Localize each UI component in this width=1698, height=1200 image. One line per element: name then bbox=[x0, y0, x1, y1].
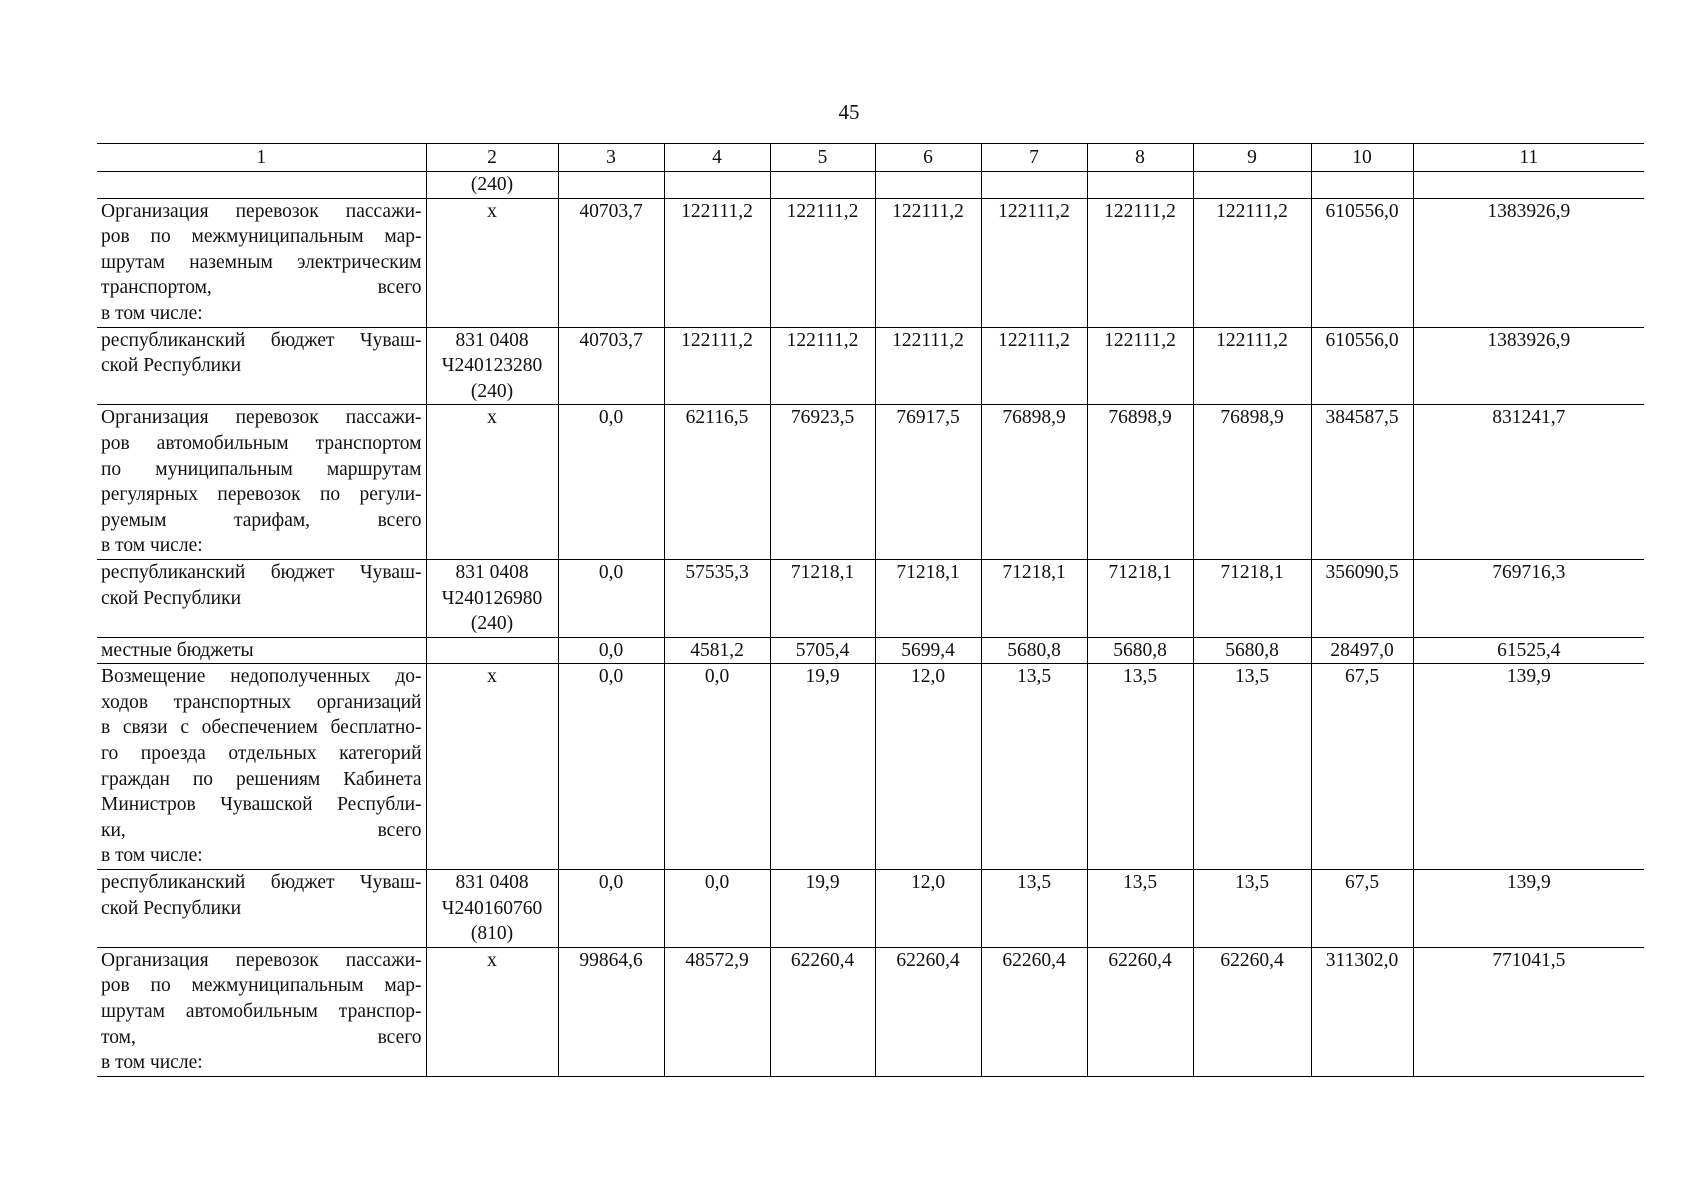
value-cell-col-11: 769716,3 bbox=[1413, 559, 1644, 637]
column-header-2: 2 bbox=[426, 144, 558, 172]
budget-code-cell bbox=[426, 198, 558, 327]
row-name-line: ки, всего bbox=[101, 819, 422, 841]
value-cell-col-6: 5699,4 bbox=[875, 637, 981, 664]
value-cell-col-6: 12,0 bbox=[875, 664, 981, 870]
table-row bbox=[97, 172, 1644, 199]
value-cell-col-8: 71218,1 bbox=[1087, 559, 1193, 637]
row-name-line: ской Республики bbox=[101, 355, 242, 377]
column-header-8: 8 bbox=[1087, 144, 1193, 172]
row-name-line: в том числе: bbox=[101, 1052, 203, 1074]
value-cell-col-8: 13,5 bbox=[1087, 664, 1193, 870]
row-name-line: Организация перевозок пассажи- bbox=[101, 200, 422, 222]
budget-code-cell bbox=[426, 405, 558, 560]
value-cell-col-5: 122111,2 bbox=[770, 198, 875, 327]
value-cell-col-8: 122111,2 bbox=[1087, 198, 1193, 327]
value-cell-col-4: 62116,5 bbox=[664, 405, 770, 560]
column-header-3: 3 bbox=[558, 144, 664, 172]
value-cell-col-4: 57535,3 bbox=[664, 559, 770, 637]
value-cell-col-5: 62260,4 bbox=[770, 947, 875, 1076]
budget-code-cell bbox=[426, 637, 558, 664]
value-cell-col-11: 61525,4 bbox=[1413, 637, 1644, 664]
row-name-cell bbox=[97, 664, 426, 870]
row-name-line: шрутам наземным электрическим bbox=[101, 251, 422, 273]
budget-code-line: 831 0408 bbox=[455, 561, 529, 583]
value-cell-col-8 bbox=[1087, 172, 1193, 199]
value-cell-col-4 bbox=[664, 172, 770, 199]
row-name-line: в том числе: bbox=[101, 535, 203, 557]
column-header-4: 4 bbox=[664, 144, 770, 172]
value-cell-col-10: 610556,0 bbox=[1311, 198, 1413, 327]
budget-code-cell bbox=[426, 559, 558, 637]
row-name-cell bbox=[97, 947, 426, 1076]
value-cell-col-10: 356090,5 bbox=[1311, 559, 1413, 637]
row-name-line: го проезда отдельных категорий bbox=[101, 743, 422, 765]
value-cell-col-6: 76917,5 bbox=[875, 405, 981, 560]
value-cell-col-7: 5680,8 bbox=[981, 637, 1087, 664]
value-cell-col-8: 13,5 bbox=[1087, 870, 1193, 948]
value-cell-col-10 bbox=[1311, 172, 1413, 199]
table-row bbox=[97, 870, 1644, 948]
row-name-line: Возмещение недополученных до- bbox=[101, 666, 422, 688]
row-name-line: граждан по решениям Кабинета bbox=[101, 768, 422, 790]
page-number: 45 bbox=[838, 100, 860, 124]
value-cell-col-9: 122111,2 bbox=[1193, 198, 1311, 327]
budget-code-line: х bbox=[487, 666, 497, 688]
table-row bbox=[97, 198, 1644, 327]
row-name-cell bbox=[97, 870, 426, 948]
row-name-line: Организация перевозок пассажи- bbox=[101, 407, 422, 429]
value-cell-col-10: 67,5 bbox=[1311, 870, 1413, 948]
value-cell-col-10: 67,5 bbox=[1311, 664, 1413, 870]
budget-code-line: х bbox=[487, 949, 497, 971]
value-cell-col-8: 5680,8 bbox=[1087, 637, 1193, 664]
value-cell-col-10: 384587,5 bbox=[1311, 405, 1413, 560]
budget-table bbox=[97, 143, 1644, 1077]
value-cell-col-4: 122111,2 bbox=[664, 198, 770, 327]
budget-code-cell bbox=[426, 172, 558, 199]
row-name-cell bbox=[97, 172, 426, 199]
column-header-5: 5 bbox=[770, 144, 875, 172]
budget-code-line: Ч240123280 bbox=[441, 355, 543, 377]
row-name-line: местные бюджеты bbox=[101, 639, 254, 661]
value-cell-col-4: 0,0 bbox=[664, 870, 770, 948]
column-header-7: 7 bbox=[981, 144, 1087, 172]
value-cell-col-8: 76898,9 bbox=[1087, 405, 1193, 560]
value-cell-col-9: 76898,9 bbox=[1193, 405, 1311, 560]
row-name-line: ров по межмуниципальным мар- bbox=[101, 226, 422, 248]
row-name-line: в том числе: bbox=[101, 845, 203, 867]
value-cell-col-7: 71218,1 bbox=[981, 559, 1087, 637]
value-cell-col-3: 0,0 bbox=[558, 664, 664, 870]
value-cell-col-9 bbox=[1193, 172, 1311, 199]
value-cell-col-9: 13,5 bbox=[1193, 870, 1311, 948]
value-cell-col-3 bbox=[558, 172, 664, 199]
value-cell-col-3: 40703,7 bbox=[558, 198, 664, 327]
column-header-9: 9 bbox=[1193, 144, 1311, 172]
row-name-line: республиканский бюджет Чуваш- bbox=[101, 561, 422, 583]
row-name-cell bbox=[97, 559, 426, 637]
value-cell-col-9: 13,5 bbox=[1193, 664, 1311, 870]
value-cell-col-3: 0,0 bbox=[558, 559, 664, 637]
budget-code-line: (810) bbox=[470, 923, 514, 945]
value-cell-col-10: 311302,0 bbox=[1311, 947, 1413, 1076]
value-cell-col-10: 28497,0 bbox=[1311, 637, 1413, 664]
table-row bbox=[97, 405, 1644, 560]
row-name-line: регулярных перевозок по регули- bbox=[101, 484, 422, 506]
row-name-line: транспортом, всего bbox=[101, 277, 422, 299]
budget-code-cell bbox=[426, 664, 558, 870]
value-cell-col-5: 122111,2 bbox=[770, 327, 875, 405]
value-cell-col-6: 12,0 bbox=[875, 870, 981, 948]
budget-code-line: (240) bbox=[470, 613, 514, 635]
row-name-line: том, всего bbox=[101, 1026, 422, 1048]
budget-code-line: 831 0408 bbox=[455, 872, 529, 894]
budget-code-line: Ч240126980 bbox=[441, 587, 543, 609]
budget-code-line: 831 0408 bbox=[455, 329, 529, 351]
table-body bbox=[97, 172, 1644, 1077]
value-cell-col-4: 48572,9 bbox=[664, 947, 770, 1076]
row-name-line: ров по межмуниципальным мар- bbox=[101, 975, 422, 997]
value-cell-col-6: 62260,4 bbox=[875, 947, 981, 1076]
value-cell-col-6: 122111,2 bbox=[875, 198, 981, 327]
value-cell-col-9: 5680,8 bbox=[1193, 637, 1311, 664]
budget-code-cell bbox=[426, 947, 558, 1076]
value-cell-col-3: 0,0 bbox=[558, 637, 664, 664]
value-cell-col-9: 71218,1 bbox=[1193, 559, 1311, 637]
value-cell-col-7: 13,5 bbox=[981, 664, 1087, 870]
row-name-cell bbox=[97, 405, 426, 560]
row-name-line: ской Республики bbox=[101, 587, 242, 609]
value-cell-col-7 bbox=[981, 172, 1087, 199]
value-cell-col-11 bbox=[1413, 172, 1644, 199]
row-name-line: ходов транспортных организаций bbox=[101, 691, 422, 713]
row-name-line: ской Республики bbox=[101, 897, 242, 919]
value-cell-col-6: 71218,1 bbox=[875, 559, 981, 637]
row-name-cell bbox=[97, 198, 426, 327]
value-cell-col-5: 71218,1 bbox=[770, 559, 875, 637]
value-cell-col-11: 771041,5 bbox=[1413, 947, 1644, 1076]
row-name-cell bbox=[97, 637, 426, 664]
budget-code-cell bbox=[426, 870, 558, 948]
row-name-line: шрутам автомобильным транспор- bbox=[101, 1001, 422, 1022]
value-cell-col-5 bbox=[770, 172, 875, 199]
value-cell-col-5: 5705,4 bbox=[770, 637, 875, 664]
value-cell-col-4: 122111,2 bbox=[664, 327, 770, 405]
value-cell-col-8: 62260,4 bbox=[1087, 947, 1193, 1076]
value-cell-col-6 bbox=[875, 172, 981, 199]
value-cell-col-9: 122111,2 bbox=[1193, 327, 1311, 405]
row-name-cell bbox=[97, 327, 426, 405]
value-cell-col-11: 1383926,9 bbox=[1413, 327, 1644, 405]
column-header-10: 10 bbox=[1311, 144, 1413, 172]
value-cell-col-11: 831241,7 bbox=[1413, 405, 1644, 560]
column-header-6: 6 bbox=[875, 144, 981, 172]
row-name-line: Организация перевозок пассажи- bbox=[101, 949, 422, 971]
value-cell-col-5: 76923,5 bbox=[770, 405, 875, 560]
value-cell-col-11: 1383926,9 bbox=[1413, 198, 1644, 327]
value-cell-col-7: 76898,9 bbox=[981, 405, 1087, 560]
table-row bbox=[97, 637, 1644, 664]
value-cell-col-7: 62260,4 bbox=[981, 947, 1087, 1076]
value-cell-col-3: 0,0 bbox=[558, 870, 664, 948]
column-header-1: 1 bbox=[97, 144, 426, 172]
budget-code-line: х bbox=[487, 407, 497, 429]
budget-code-line: (240) bbox=[470, 380, 514, 402]
value-cell-col-5: 19,9 bbox=[770, 664, 875, 870]
budget-code-cell bbox=[426, 327, 558, 405]
row-name-line: республиканский бюджет Чуваш- bbox=[101, 872, 422, 894]
row-name-line: Министров Чувашской Республи- bbox=[101, 794, 422, 816]
row-name-line: республиканский бюджет Чуваш- bbox=[101, 329, 422, 351]
table-row bbox=[97, 664, 1644, 870]
budget-code-line: (240) bbox=[470, 174, 514, 195]
value-cell-col-6: 122111,2 bbox=[875, 327, 981, 405]
row-name-line: в связи с обеспечением бесплатно- bbox=[101, 717, 422, 739]
value-cell-col-7: 122111,2 bbox=[981, 198, 1087, 327]
table-row bbox=[97, 559, 1644, 637]
value-cell-col-4: 0,0 bbox=[664, 664, 770, 870]
row-name-line: руемым тарифам, всего bbox=[101, 509, 422, 531]
value-cell-col-8: 122111,2 bbox=[1087, 327, 1193, 405]
row-name-line: по муниципальным маршрутам bbox=[101, 458, 422, 480]
row-name-line: в том числе: bbox=[101, 302, 203, 324]
value-cell-col-7: 13,5 bbox=[981, 870, 1087, 948]
value-cell-col-11: 139,9 bbox=[1413, 664, 1644, 870]
value-cell-col-10: 610556,0 bbox=[1311, 327, 1413, 405]
budget-code-line: Ч240160760 bbox=[441, 897, 543, 919]
column-header-11: 11 bbox=[1413, 144, 1644, 172]
table-row bbox=[97, 947, 1644, 1076]
value-cell-col-9: 62260,4 bbox=[1193, 947, 1311, 1076]
value-cell-col-3: 0,0 bbox=[558, 405, 664, 560]
value-cell-col-3: 40703,7 bbox=[558, 327, 664, 405]
value-cell-col-11: 139,9 bbox=[1413, 870, 1644, 948]
value-cell-col-4: 4581,2 bbox=[664, 637, 770, 664]
value-cell-col-7: 122111,2 bbox=[981, 327, 1087, 405]
budget-code-line: х bbox=[487, 200, 497, 222]
column-number-header-row bbox=[97, 144, 1644, 172]
value-cell-col-3: 99864,6 bbox=[558, 947, 664, 1076]
value-cell-col-5: 19,9 bbox=[770, 870, 875, 948]
table-row bbox=[97, 327, 1644, 405]
row-name-line: ров автомобильным транспортом bbox=[101, 432, 422, 454]
